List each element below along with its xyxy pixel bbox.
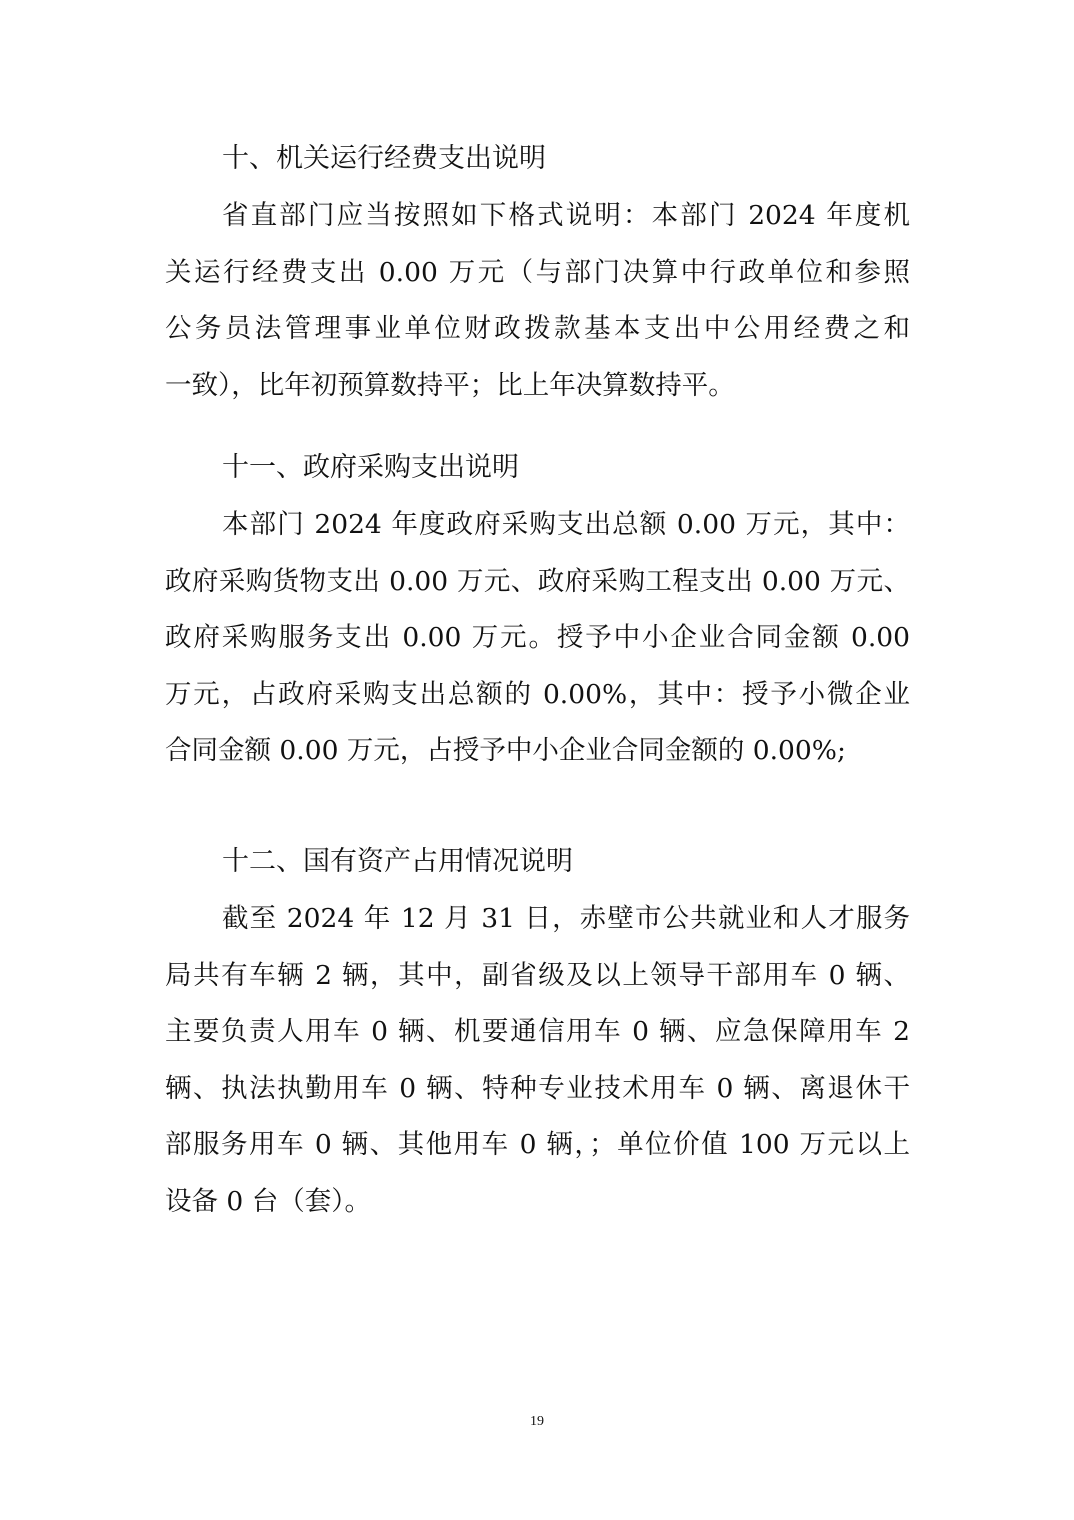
paragraph-line: 万元，占政府采购支出总额的 0.00%，其中：授予小微企业 bbox=[165, 678, 910, 710]
paragraph-line: 设备 0 台（套）。 bbox=[165, 1185, 371, 1217]
paragraph-line: 政府采购服务支出 0.00 万元。授予中小企业合同金额 0.00 bbox=[165, 622, 910, 653]
paragraph-line: 本部门 2024 年度政府采购支出总额 0.00 万元，其中： bbox=[222, 509, 910, 540]
paragraph-line: 合同金额 0.00 万元，占授予中小企业合同金额的 0.00%; bbox=[165, 735, 846, 766]
paragraph-line: 主要负责人用车 0 辆、机要通信用车 0 辆、应急保障用车 2 bbox=[165, 1016, 910, 1047]
page-number: 19 bbox=[530, 1414, 544, 1429]
paragraph-line: 部服务用车 0 辆、其他用车 0 辆，；单位价值 100 万元以上 bbox=[165, 1129, 910, 1160]
section-paragraph-10 bbox=[165, 188, 910, 414]
section-paragraph-12 bbox=[165, 891, 910, 1230]
paragraph-line: 省直部门应当按照如下格式说明：本部门 2024 年度机 bbox=[222, 200, 910, 231]
paragraph-line: 截至 2024 年 12 月 31 日，赤壁市公共就业和人才服务 bbox=[222, 903, 910, 934]
section-heading-10: 十、机关运行经费支出说明 bbox=[222, 143, 546, 174]
paragraph-line: 关运行经费支出 0.00 万元（与部门决算中行政单位和参照 bbox=[165, 256, 910, 288]
paragraph-line: 公务员法管理事业单位财政拨款基本支出中公用经费之和 bbox=[165, 313, 910, 344]
paragraph-line: 一致），比年初预算数持平；比上年决算数持平。 bbox=[165, 369, 735, 401]
section-heading-11: 十一、政府采购支出说明 bbox=[222, 452, 519, 483]
paragraph-line: 局共有车辆 2 辆，其中，副省级及以上领导干部用车 0 辆、 bbox=[165, 959, 910, 991]
section-paragraph-11 bbox=[165, 497, 910, 780]
section-heading-12: 十二、国有资产占用情况说明 bbox=[222, 846, 573, 877]
paragraph-line: 辆、执法执勤用车 0 辆、特种专业技术用车 0 辆、离退休干 bbox=[165, 1072, 910, 1104]
paragraph-line: 政府采购货物支出 0.00 万元、政府采购工程支出 0.00 万元、 bbox=[165, 565, 910, 597]
